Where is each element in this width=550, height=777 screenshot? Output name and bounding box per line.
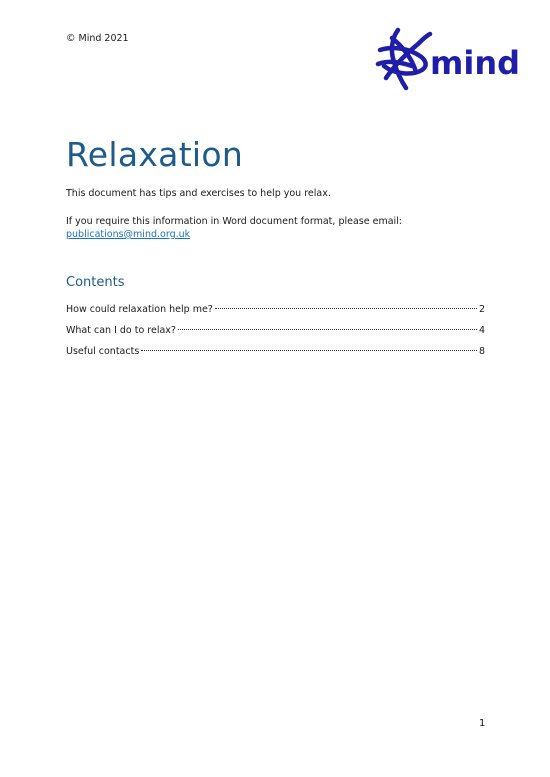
format-request-text <box>66 215 486 241</box>
copyright-notice: © Mind 2021 <box>66 33 129 44</box>
toc-item-label: What can I do to relax? <box>66 325 176 336</box>
toc-leader-dots <box>215 308 477 309</box>
toc-item-page: 8 <box>478 346 485 357</box>
logo-wordmark: mind <box>430 44 520 82</box>
toc-item-relaxation-help[interactable] <box>66 303 485 324</box>
toc-item-label: Useful contacts <box>66 346 140 357</box>
toc-item-what-to-do[interactable] <box>66 324 485 345</box>
intro-text: This document has tips and exercises to help you relax. <box>66 188 331 199</box>
email-link[interactable]: publications@mind.org.uk <box>66 229 191 240</box>
mind-logo <box>372 24 522 94</box>
format-request-label: If you require this information in Word document format, please email: <box>66 216 402 227</box>
toc-item-useful-contacts[interactable] <box>66 345 485 366</box>
toc-item-page: 4 <box>478 325 485 336</box>
toc-leader-dots <box>141 350 477 351</box>
page-number: 1 <box>479 718 486 729</box>
page-title: Relaxation <box>66 135 244 174</box>
toc-item-label: How could relaxation help me? <box>66 304 213 315</box>
toc-leader-dots <box>178 329 477 330</box>
toc-item-page: 2 <box>478 304 485 315</box>
table-of-contents <box>66 303 485 366</box>
contents-heading: Contents <box>66 275 125 290</box>
